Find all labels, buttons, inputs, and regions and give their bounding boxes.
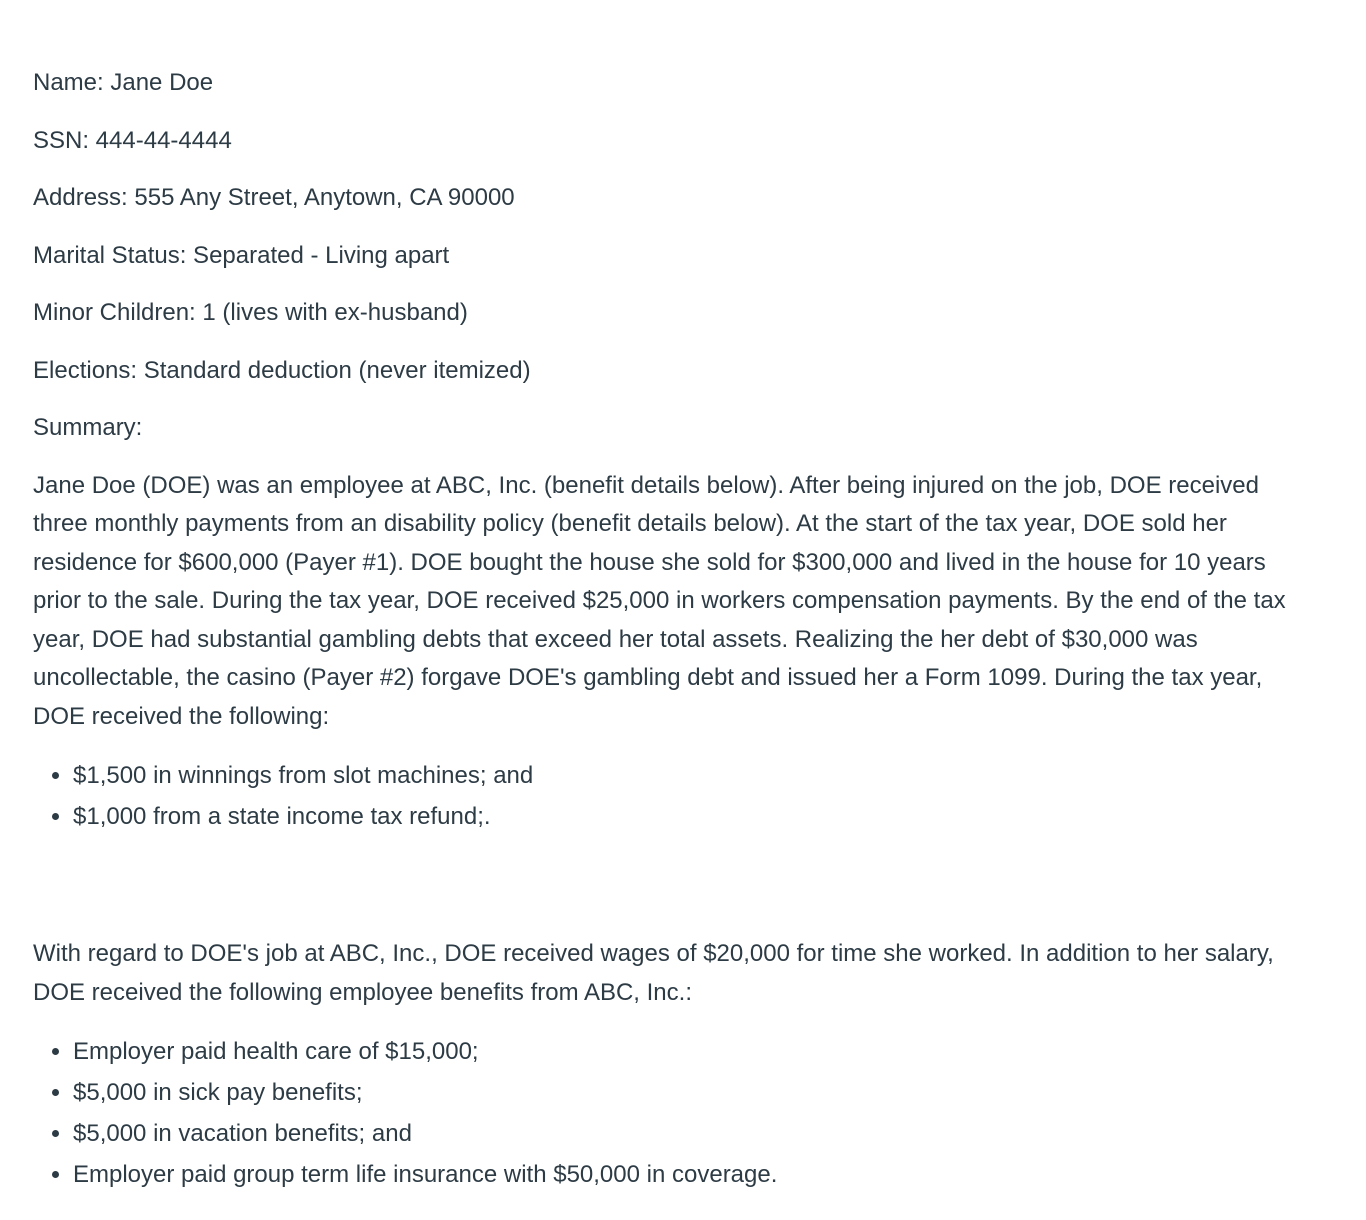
spacer: [33, 856, 1313, 935]
list-item: • $5,000 in vacation benefits; and: [73, 1113, 1313, 1154]
list-item: • $1,500 in winnings from slot machines; and: [73, 755, 1313, 796]
job-paragraph: With regard to DOE's job at ABC, Inc., DOE received wages of $20,000 for time she worked. In addition to her salary, DOE received the following employee benefits from ABC, Inc.:: [33, 940, 1274, 1006]
elections-line: Elections: Standard deduction (never itemized): [33, 356, 531, 384]
list-item: • $1,000 from a state income tax refund;.: [73, 796, 1313, 837]
ssn-line: SSN: 444-44-4444: [33, 126, 232, 154]
document-body: [33, 64, 1313, 1214]
benefit-items-list: [33, 1031, 1313, 1195]
list-item: • Employer paid health care of $15,000;: [73, 1031, 1313, 1072]
list-item: • Employer paid group term life insurance with $50,000 in coverage.: [73, 1154, 1313, 1195]
marital-status-line: Marital Status: Separated - Living apart: [33, 241, 450, 269]
summary-label: Summary:: [33, 414, 143, 441]
name-line: Name: Jane Doe: [33, 69, 214, 96]
minor-children-line: Minor Children: 1 (lives with ex-husband): [33, 299, 468, 326]
summary-paragraph: Jane Doe (DOE) was an employee at ABC, Inc. (benefit details below). After being injured on the job, DOE received three monthly payments from an disability policy (benefit details below). At the start of the tax year, DOE sold her residence for $600,000 (Payer #1). DOE bought the house she sold for $300,000 and lived in the house for 10 years prior to the sale. During the tax year, DOE received $25,000 in workers compensation payments. By the end of the tax year, DOE had substantial gambling debts that exceed her total assets. Realizing the her debt of $30,000 was uncollectable, the casino (Payer #2) forgave DOE's gambling debt and issued her a Form 1099. During the tax year, DOE received the following:: [33, 471, 1286, 730]
address-line: Address: 555 Any Street, Anytown, CA 90000: [33, 184, 515, 211]
list-item: • $5,000 in sick pay benefits;: [73, 1072, 1313, 1113]
received-items-list: [33, 755, 1313, 837]
